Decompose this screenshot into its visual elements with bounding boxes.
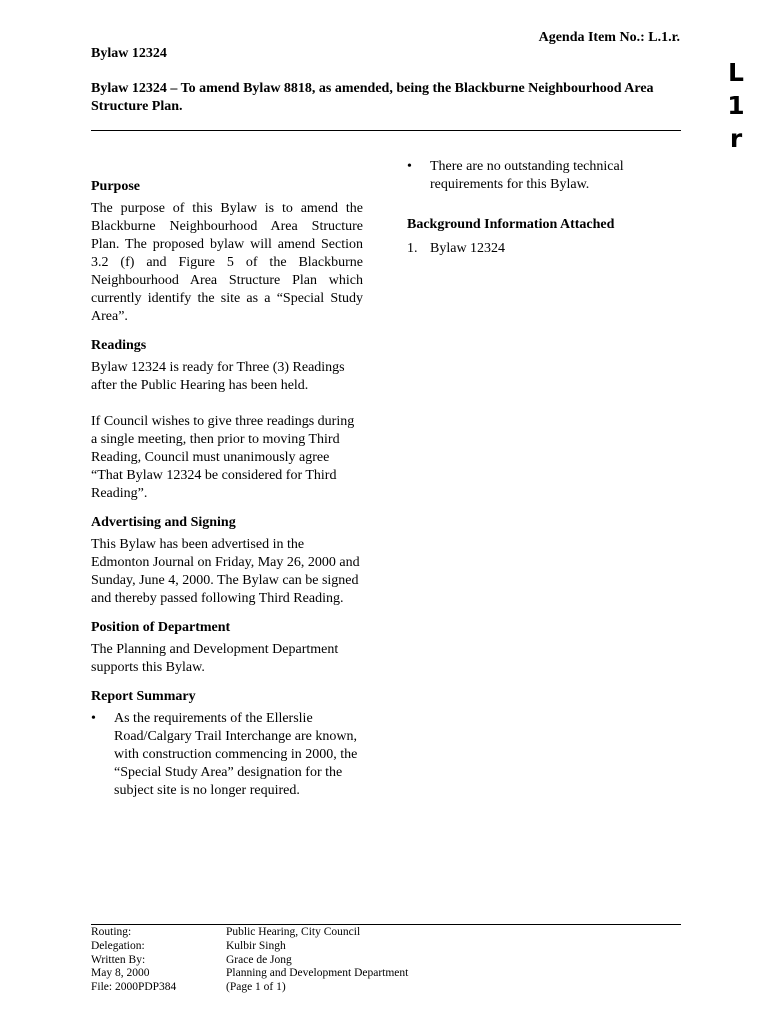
- document-title: Bylaw 12324 – To amend Bylaw 8818, as amended, being the Blackburne Neighbourhood Area Structure Plan.: [91, 81, 654, 114]
- footer-row-written-by: [91, 954, 681, 968]
- report-summary-list: [91, 710, 363, 800]
- routing-footer: [91, 926, 681, 995]
- footer-divider: [91, 924, 681, 925]
- footer-label: Delegation:: [91, 939, 145, 952]
- purpose-text: The purpose of this Bylaw is to amend the Blackburne Neighbourhood Area Structure Plan. The proposed bylaw will amend Section 3.2 (f) and Figure 5 of the Blackburne Neighbourhood Area Structure Plan which currently identify the site as a “Special Study Area”.: [91, 201, 363, 324]
- bullet-icon: •: [91, 711, 96, 726]
- footer-value: Public Hearing, City Council: [226, 926, 361, 938]
- attachment-bylaw-link: Bylaw 12324: [430, 241, 506, 256]
- list-item: [407, 158, 682, 194]
- footer-value: Kulbir Singh: [226, 939, 286, 952]
- purpose-heading: Purpose: [91, 179, 140, 194]
- summary-bullet-text: As the requirements of the Ellerslie Road/Calgary Trail Interchange are known, with construction commencing in 2000, the “Special Study Area” designation for the subject site is no longer required.: [114, 711, 358, 798]
- position-section: [91, 619, 363, 677]
- readings-section: [91, 337, 363, 503]
- footer-row-delegation: [91, 940, 681, 954]
- position-text: The Planning and Development Department supports this Bylaw.: [91, 642, 339, 675]
- header-divider: [91, 130, 681, 131]
- advertising-text: This Bylaw has been advertised in the Edmonton Journal on Friday, May 26, 2000 and Sunday, June 4, 2000. The Bylaw can be signed and thereby passed following Third Reading.: [91, 537, 360, 606]
- footer-label: Routing:: [91, 926, 132, 938]
- list-item-number: 1.: [407, 241, 418, 256]
- bylaw-number: Bylaw 12324: [91, 46, 167, 61]
- side-code-number: 1: [727, 91, 745, 120]
- summary-bullet-text: There are no outstanding technical requirements for this Bylaw.: [430, 159, 624, 192]
- side-agenda-code: [724, 56, 748, 155]
- readings-heading: Readings: [91, 338, 147, 353]
- report-summary-section: [91, 688, 363, 800]
- footer-row-routing: [91, 926, 681, 940]
- footer-value: Grace de Jong: [226, 953, 292, 966]
- background-list: [407, 240, 682, 258]
- readings-third-reading-text: If Council wishes to give three readings during a single meeting, then prior to moving Third Reading, Council must unanimously agree “That Bylaw 12324 be considered for Third Reading”.: [91, 414, 355, 501]
- footer-row-date: [91, 967, 681, 981]
- bullet-icon: •: [407, 159, 412, 174]
- side-code-letter: L: [728, 58, 744, 87]
- footer-value: Planning and Development Department: [226, 967, 409, 980]
- list-item: [407, 240, 682, 258]
- footer-row-file: [91, 981, 681, 995]
- agenda-item-number: Agenda Item No.: L.1.r.: [538, 30, 680, 45]
- background-heading: Background Information Attached: [407, 217, 615, 232]
- background-section: [407, 216, 682, 258]
- readings-text: Bylaw 12324 is ready for Three (3) Readings after the Public Hearing has been held.: [91, 360, 345, 393]
- report-summary-heading: Report Summary: [91, 689, 196, 704]
- footer-label: File: 2000PDP384: [91, 981, 177, 994]
- report-summary-list-continued: [407, 158, 682, 194]
- advertising-section: [91, 514, 363, 608]
- footer-label: Written By:: [91, 953, 146, 966]
- advertising-heading: Advertising and Signing: [91, 515, 236, 530]
- list-item: [91, 710, 363, 800]
- purpose-section: [91, 178, 363, 326]
- side-code-suffix: r: [729, 124, 743, 153]
- position-heading: Position of Department: [91, 620, 231, 635]
- footer-label: May 8, 2000: [91, 967, 150, 980]
- right-column: [407, 158, 682, 269]
- footer-value: (Page 1 of 1): [226, 981, 286, 994]
- left-column: [91, 178, 363, 811]
